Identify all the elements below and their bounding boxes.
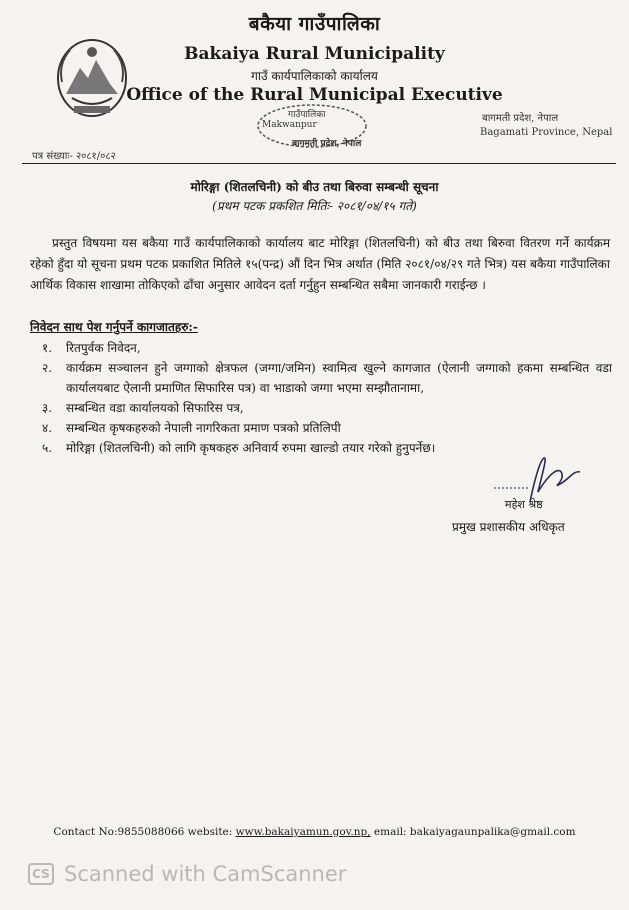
- list-item-number: ५.: [42, 441, 53, 455]
- list-item-text: सम्बन्धित कृषकहरुको नेपाली नागरिकता प्रमाण पत्रको प्रतिलिपी: [66, 421, 341, 435]
- documents-list: [42, 338, 612, 458]
- province-english: Bagamati Province, Nepal: [480, 127, 613, 138]
- list-item-number: ४.: [42, 421, 53, 435]
- published-date: (प्रथम पटक प्रकशित मितिः- २०८१/०४/१५ गते): [212, 199, 417, 213]
- list-item: [42, 418, 612, 438]
- province-nepali: बागमती प्रदेश, नेपाल: [482, 113, 559, 124]
- documents-heading: निवेदन साथ पेश गर्नुपर्ने कागजातहरु:-: [30, 320, 198, 334]
- reference-number: पत्र संख्याः- २०८१/०८२: [32, 151, 116, 162]
- footer-contact: [0, 826, 629, 838]
- website-link[interactable]: www.bakaiyamun.gov.np,: [235, 826, 371, 838]
- camscanner-watermark: [28, 862, 346, 886]
- municipality-name-nepali: बकैया गाउँपालिका: [248, 13, 381, 35]
- watermark-text: Scanned with CamScanner: [64, 862, 347, 886]
- list-item-number: ३.: [42, 401, 53, 415]
- list-item: [42, 338, 612, 358]
- list-item-text: मोरिङ्गा (शितलचिनी) को लागि कृषकहरु अनिवार्य रुपमा खाल्डो तयार गरेको हुनुपर्नेछ।: [66, 441, 436, 455]
- list-item-text: रितपुर्वक निवेदन,: [66, 341, 141, 355]
- stamp-text-line2: Makwanpur: [262, 120, 317, 130]
- list-item: [42, 358, 612, 398]
- contact-number: Contact No:9855088066: [53, 826, 185, 838]
- signatory-name: महेश श्रेष्ठ: [505, 498, 543, 511]
- office-name-english: Office of the Rural Municipal Executive: [126, 85, 503, 105]
- header-divider: [22, 163, 616, 164]
- office-name-nepali: गाउँ कार्यपालिकाको कार्यालय: [251, 69, 378, 83]
- list-item-text: सम्बन्धित वडा कार्यालयको सिफारिस पत्र,: [66, 401, 244, 415]
- notice-body: प्रस्तुत विषयमा यस बकैया गाउँ कार्यपालिकाको कार्यालय बाट मोरिङ्गा (शितलचिनी) को बीउ तथा बिरुवा वितरण गर्ने कार्यक्रम रहेको हुँदा यो सूचना प्रथम पटक प्रकाशित मितिले १५(पन्द्र) औं दिन भित्र अर्थात (मिति २०८१/०४/२९ गते भित्र) यस बकैया गाउँपालिका आर्थिक विकास शाखामा तोकिएको ढाँचा अनुसार आवेदन दर्ता गर्नुहुन सम्बन्धित सबैमा जानकारी गराईन्छ ।: [30, 236, 610, 292]
- list-item-number: १.: [42, 341, 53, 355]
- camscanner-logo-icon: CS: [28, 863, 54, 885]
- email-text: email: bakaiyagaunpalika@gmail.com: [373, 826, 576, 838]
- list-item-number: २.: [42, 361, 53, 375]
- signatory-title: प्रमुख प्रशासकीय अधिकृत: [452, 520, 565, 534]
- list-item: [42, 398, 612, 418]
- stamp-text-line1: गाउँपालिका: [288, 110, 326, 120]
- notice-subject: मोरिङ्गा (शितलचिनी) को बीउ तथा बिरुवा सम्बन्धी सूचना: [190, 180, 439, 194]
- municipality-name-english: Bakaiya Rural Municipality: [184, 44, 445, 64]
- list-item-text: कार्यक्रम सञ्चालन हुने जग्गाको क्षेत्रफल (जग्गा/जमिन) स्वामित्व खुल्ने कागजात (ऐलानी जग्गाको हकमा सम्बन्धित वडा कार्यालयबाट ऐलानी प्रमाणित सिफारिस पत्र) वा भाडाको जग्गा भएमा सम्झौतानामा,: [66, 361, 612, 395]
- website-label: website:: [187, 826, 233, 838]
- stamp-text-line3: बागमती प्रदेश, नेपाल: [292, 139, 362, 149]
